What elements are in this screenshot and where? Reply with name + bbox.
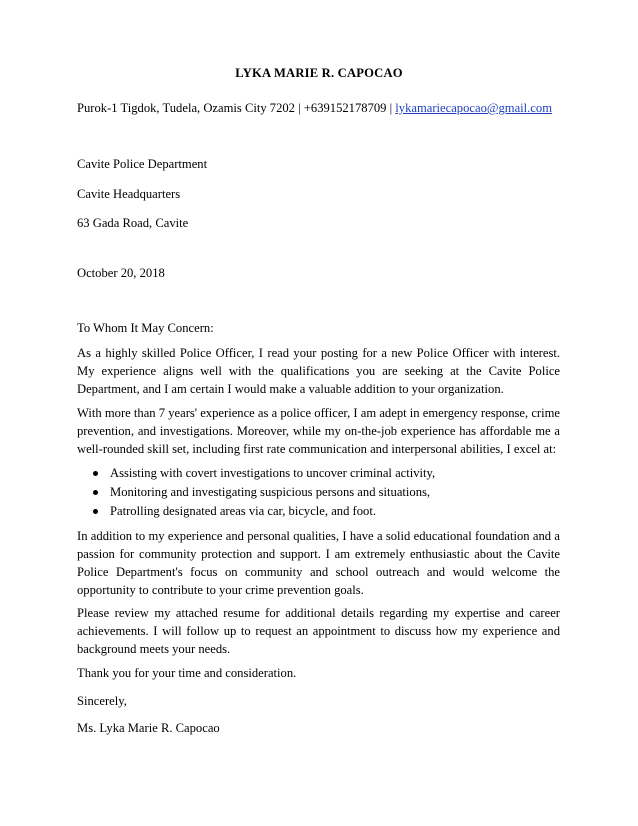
paragraph-experience: With more than 7 years' experience as a police officer, I am adept in emergency response, crime prevention, and investigations. Moreover, while my on-the-job experience has affordable me a well-rounded skill set, including first rate communication and interpersonal abilities, I excel at: [77,406,560,456]
list-item [77,464,560,483]
list-item-text: Patrolling designated areas via car, bicycle, and foot. [110,504,376,518]
paragraph-education: In addition to my experience and personal qualities, I have a solid educational foundation and a passion for community protection and support. I am extremely enthusiastic about the Cavite Police Department's focus on community and school outreach and would welcome the opportunity to contribute to your crime prevention goals. [77,529,560,597]
recipient-line-1: Cavite Police Department [77,157,208,171]
sender-name: LYKA MARIE R. CAPOCAO [235,66,403,80]
sender-email-link[interactable]: lykamariecapocao@gmail.com [395,101,552,115]
sender-contact [77,99,560,117]
list-item [77,502,560,521]
letter-date: October 20, 2018 [77,266,165,280]
salutation: To Whom It May Concern: [77,321,214,335]
bullet-icon [93,509,98,514]
paragraph-intro: As a highly skilled Police Officer, I read your posting for a new Police Officer with interest. My experience aligns well with the qualifications you are seeking at the Cavite Police Department, and I am certain I would make a valuable addition to your organization. [77,346,560,396]
paragraph-follow-up: Please review my attached resume for additional details regarding my expertise and career achievements. I will follow up to request an appointment to discuss how my experience and background meets your needs. [77,606,560,656]
recipient-line-2: Cavite Headquarters [77,187,181,201]
signature-name: Ms. Lyka Marie R. Capocao [77,721,220,735]
skills-list [77,464,560,521]
bullet-icon [93,490,98,495]
recipient-line-3: 63 Gada Road, Cavite [77,216,189,230]
closing: Sincerely, [77,694,127,708]
list-item-text: Monitoring and investigating suspicious persons and situations, [110,485,431,499]
list-item-text: Assisting with covert investigations to uncover criminal activity, [110,466,436,480]
bullet-icon [93,471,98,476]
sender-address-phone: Purok-1 Tigdok, Tudela, Ozamis City 7202 | +639152178709 | [77,101,396,115]
thanks-line: Thank you for your time and consideration. [77,666,297,680]
list-item [77,483,560,502]
